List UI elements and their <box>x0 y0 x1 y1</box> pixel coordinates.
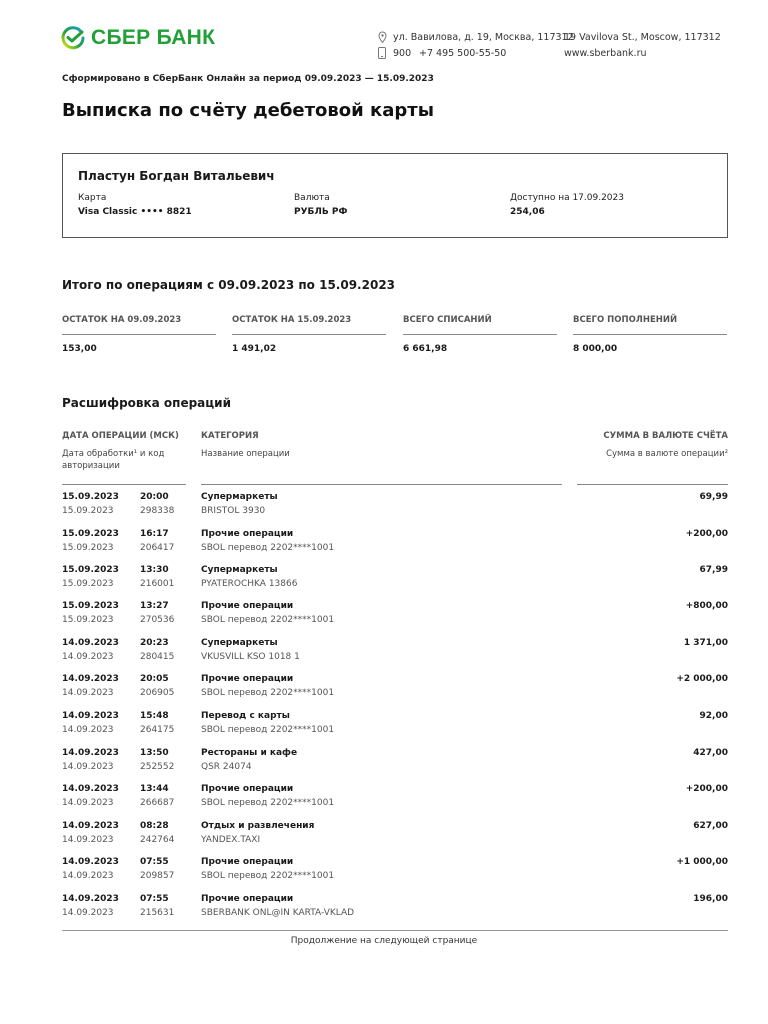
tx-time: 08:28 <box>140 821 169 831</box>
tx-amount: +200,00 <box>685 784 728 794</box>
tx-date: 14.09.2023 <box>62 784 119 794</box>
tx-processing-date: 15.09.2023 <box>62 615 114 625</box>
tx-category: Прочие операции <box>201 857 294 867</box>
phone-full: +7 495 500-55-50 <box>419 47 507 59</box>
tx-processing-date: 14.09.2023 <box>62 762 114 772</box>
tx-name: SBOL перевод 2202****1001 <box>201 871 335 881</box>
transaction-row <box>62 748 728 778</box>
tx-date: 14.09.2023 <box>62 674 119 684</box>
tx-category: Супермаркеты <box>201 565 278 575</box>
tx-date: 14.09.2023 <box>62 857 119 867</box>
tx-name: PYATEROCHKA 13866 <box>201 579 298 589</box>
tx-processing-date: 14.09.2023 <box>62 871 114 881</box>
summary-item-value: 8 000,00 <box>573 344 618 354</box>
tx-name: BRISTOL 3930 <box>201 506 266 516</box>
tx-name: SBERBANK ONL@IN KARTA-VKLAD <box>201 908 355 918</box>
transaction-row <box>62 565 728 595</box>
tx-auth-code: 209857 <box>140 871 175 881</box>
tx-name: QSR 24074 <box>201 762 252 772</box>
tx-auth-code: 252552 <box>140 762 175 772</box>
tx-processing-date: 15.09.2023 <box>62 506 114 516</box>
generated-note: Сформировано в СберБанк Онлайн за период 09.09.2023 — 15.09.2023 <box>62 74 434 84</box>
summary-item-label: ОСТАТОК НА 15.09.2023 <box>232 315 386 335</box>
transaction-row <box>62 638 728 668</box>
tx-time: 20:00 <box>140 492 169 502</box>
tx-auth-code: 266687 <box>140 798 175 808</box>
transaction-row <box>62 601 728 631</box>
tx-time: 13:44 <box>140 784 169 794</box>
tx-amount: 92,00 <box>699 711 728 721</box>
tx-date: 14.09.2023 <box>62 894 119 904</box>
transaction-row <box>62 529 728 559</box>
tx-time: 20:23 <box>140 638 169 648</box>
summary-item-value: 153,00 <box>62 344 97 354</box>
sber-logo <box>61 26 215 50</box>
card-value: Visa Classic •••• 8821 <box>78 207 192 217</box>
account-info-box <box>62 153 728 238</box>
tx-time: 16:17 <box>140 529 169 539</box>
transaction-row <box>62 857 728 887</box>
tx-auth-code: 264175 <box>140 725 175 735</box>
tx-date: 15.09.2023 <box>62 492 119 502</box>
tx-date: 14.09.2023 <box>62 821 119 831</box>
summary-item <box>573 315 727 354</box>
tx-auth-code: 215631 <box>140 908 175 918</box>
tx-date: 14.09.2023 <box>62 711 119 721</box>
bank-contacts <box>376 29 721 61</box>
transaction-row <box>62 711 728 741</box>
tx-name: SBOL перевод 2202****1001 <box>201 725 335 735</box>
tx-auth-code: 206905 <box>140 688 175 698</box>
tx-name: SBOL перевод 2202****1001 <box>201 543 335 553</box>
tx-auth-code: 206417 <box>140 543 175 553</box>
tx-processing-date: 14.09.2023 <box>62 908 114 918</box>
tx-category: Прочие операции <box>201 894 294 904</box>
continued-note: Продолжение на следующей странице <box>290 936 478 946</box>
bank-name: СБЕР БАНК <box>91 26 216 49</box>
tx-time: 13:50 <box>140 748 169 758</box>
tx-processing-date: 14.09.2023 <box>62 835 114 845</box>
account-holder: Пластун Богдан Витальевич <box>78 169 275 183</box>
tx-category: Отдых и развлечения <box>201 821 315 831</box>
tx-amount: 627,00 <box>693 821 728 831</box>
tx-processing-date: 15.09.2023 <box>62 579 114 589</box>
tx-time: 15:48 <box>140 711 169 721</box>
tx-amount: +1 000,00 <box>676 857 728 867</box>
tx-date: 15.09.2023 <box>62 565 119 575</box>
tx-date: 14.09.2023 <box>62 638 119 648</box>
tx-time: 20:05 <box>140 674 169 684</box>
tx-amount: 67,99 <box>699 565 728 575</box>
tx-processing-date: 14.09.2023 <box>62 725 114 735</box>
tx-auth-code: 280415 <box>140 652 175 662</box>
tx-auth-code: 242764 <box>140 835 175 845</box>
tx-name: SBOL перевод 2202****1001 <box>201 798 335 808</box>
available-info <box>510 193 624 217</box>
details-title: Расшифровка операций <box>62 396 231 410</box>
col-subheader-date: Дата обработки¹ и код авторизации <box>62 449 165 471</box>
summary-item-value: 1 491,02 <box>232 344 277 354</box>
tx-name: SBOL перевод 2202****1001 <box>201 615 335 625</box>
summary-item-label: ВСЕГО ПОПОЛНЕНИЙ <box>573 315 727 335</box>
tx-category: Рестораны и кафе <box>201 748 298 758</box>
tx-amount: 427,00 <box>693 748 728 758</box>
phone-short: 900 <box>393 47 412 59</box>
available-value: 254,06 <box>510 207 545 217</box>
summary-item <box>62 315 216 354</box>
transaction-row <box>62 821 728 851</box>
transaction-row <box>62 894 728 924</box>
location-pin-icon <box>376 30 388 44</box>
tx-name: SBOL перевод 2202****1001 <box>201 688 335 698</box>
tx-date: 15.09.2023 <box>62 601 119 611</box>
tx-auth-code: 298338 <box>140 506 175 516</box>
tx-processing-date: 14.09.2023 <box>62 798 114 808</box>
transaction-row <box>62 492 728 522</box>
tx-category: Прочие операции <box>201 674 294 684</box>
tx-category: Супермаркеты <box>201 492 278 502</box>
available-label: Доступно на 17.09.2023 <box>510 193 624 203</box>
tx-amount: +200,00 <box>685 529 728 539</box>
summary-item-value: 6 661,98 <box>403 344 448 354</box>
header-divider <box>577 484 728 485</box>
tx-name: VKUSVILL KSO 1018 1 <box>201 652 300 662</box>
tx-auth-code: 216001 <box>140 579 175 589</box>
summary-title: Итого по операциям с 09.09.2023 по 15.09.2023 <box>62 278 396 292</box>
tx-auth-code: 270536 <box>140 615 175 625</box>
summary-item-label: ВСЕГО СПИСАНИЙ <box>403 315 557 335</box>
tx-category: Прочие операции <box>201 529 294 539</box>
sber-logo-icon <box>61 26 85 50</box>
tx-category: Прочие операции <box>201 601 294 611</box>
tx-time: 13:27 <box>140 601 169 611</box>
transaction-row <box>62 784 728 814</box>
summary-item <box>232 315 386 354</box>
header-divider <box>201 484 562 485</box>
summary-item <box>403 315 557 354</box>
tx-category: Супермаркеты <box>201 638 278 648</box>
currency-info <box>294 193 347 217</box>
tx-time: 07:55 <box>140 894 169 904</box>
tx-time: 07:55 <box>140 857 169 867</box>
page-title: Выписка по счёту дебетовой карты <box>62 100 434 121</box>
card-label: Карта <box>78 193 107 203</box>
address-ru: ул. Вавилова, д. 19, Москва, 117312 <box>393 31 574 43</box>
currency-value: РУБЛЬ РФ <box>294 207 348 217</box>
header-divider <box>62 484 186 485</box>
tx-category: Прочие операции <box>201 784 294 794</box>
address-en: 19 Vavilova St., Moscow, 117312 <box>564 31 721 43</box>
tx-amount: 1 371,00 <box>683 638 728 648</box>
summary-item-label: ОСТАТОК НА 09.09.2023 <box>62 315 216 335</box>
transaction-row <box>62 674 728 704</box>
col-subheader-category: Название операции <box>201 449 290 459</box>
tx-amount: +2 000,00 <box>676 674 728 684</box>
currency-label: Валюта <box>294 193 330 203</box>
tx-category: Перевод с карты <box>201 711 290 721</box>
website-link[interactable]: www.sberbank.ru <box>564 47 647 59</box>
tx-processing-date: 14.09.2023 <box>62 688 114 698</box>
footer-divider <box>62 930 728 931</box>
phone-icon <box>376 46 388 60</box>
tx-date: 15.09.2023 <box>62 529 119 539</box>
tx-processing-date: 15.09.2023 <box>62 543 114 553</box>
col-header-date: ДАТА ОПЕРАЦИИ (МСК) <box>62 431 179 441</box>
tx-processing-date: 14.09.2023 <box>62 652 114 662</box>
tx-name: YANDEX.TAXI <box>201 835 261 845</box>
tx-time: 13:30 <box>140 565 169 575</box>
tx-amount: 196,00 <box>693 894 728 904</box>
tx-amount: +800,00 <box>685 601 728 611</box>
col-header-amount: СУММА В ВАЛЮТЕ СЧЁТА <box>603 431 728 441</box>
tx-date: 14.09.2023 <box>62 748 119 758</box>
tx-amount: 69,99 <box>699 492 728 502</box>
col-subheader-amount: Сумма в валюте операции² <box>606 449 728 459</box>
card-info <box>78 193 192 217</box>
col-header-category: КАТЕГОРИЯ <box>201 431 259 441</box>
